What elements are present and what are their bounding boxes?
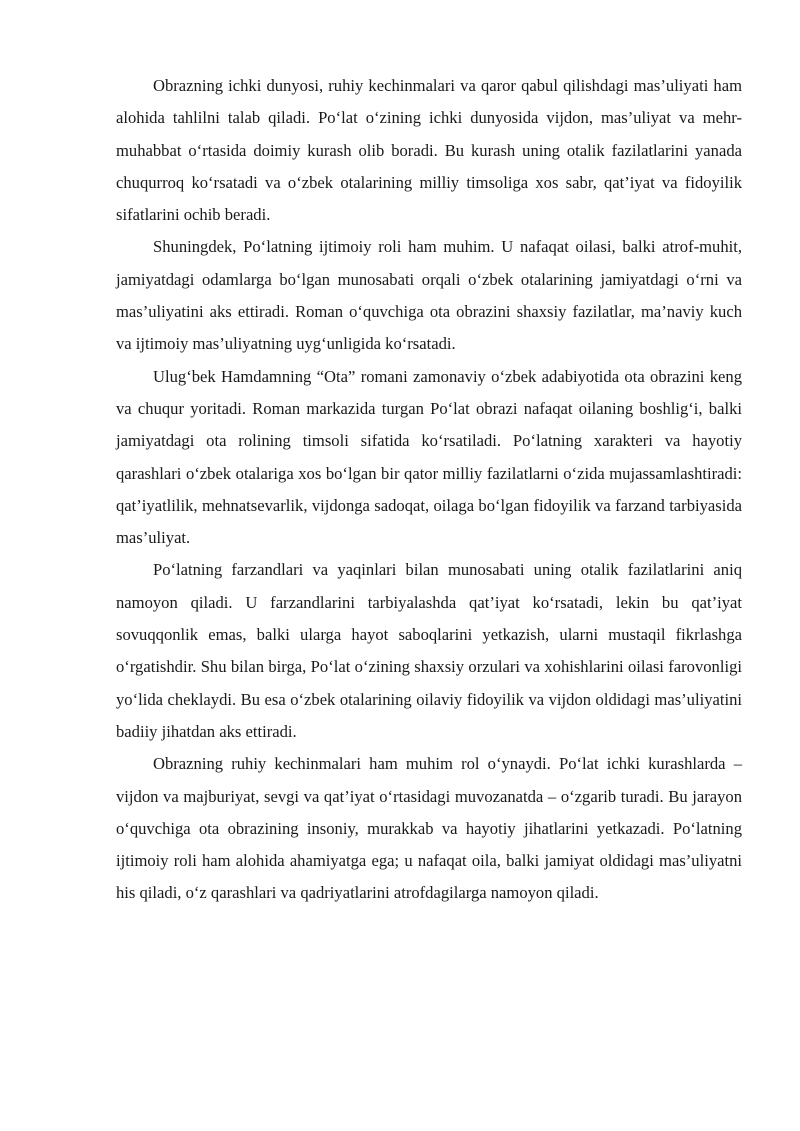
paragraph-2: Shuningdek, Po‘latning ijtimoiy roli ham muhim. U nafaqat oilasi, balki atrof-muhit, jamiyatdagi odamlarga bo‘lgan munosabati orqali o‘zbek otalarining jamiyatdagi o‘rni va mas’uliyatini aks ettiradi. Roman o‘quvchiga ota obrazini shaxsiy fazilatlar, ma’naviy kuch va ijtimoiy mas’uliyatning uyg‘unligida ko‘rsatadi. [116, 237, 742, 354]
paragraph-3: Ulug‘bek Hamdamning “Ota” romani zamonaviy o‘zbek adabiyotida ota obrazini keng va chuqur yoritadi. Roman markazida turgan Po‘lat obrazi nafaqat oilaning boshlig‘i, balki jamiyatdagi ota rolining timsoli sifatida ko‘rsatiladi. Po‘latning xarakteri va hayotiy qarashlari o‘zbek otalariga xos bo‘lgan bir qator milliy fazilatlarni o‘zida mujassamlashtiradi: qat’iyatlilik, mehnatsevarlik, vijdonga sadoqat, oilaga bo‘lgan fidoyilik va farzand tarbiyasida mas’uliyat. [116, 366, 742, 548]
paragraph-4: Po‘latning farzandlari va yaqinlari bilan munosabati uning otalik fazilatlarini aniq namoyon qiladi. U farzandlarini tarbiyalashda qat’iyat ko‘rsatadi, lekin bu qat’iyat sovuqqonlik emas, balki ularga hayot saboqlarini yetkazish, ularni mustaqil fikrlashga o‘rgatishdir. Shu bilan birga, Po‘lat o‘zining shaxsiy orzulari va xohishlarini oilasi farovonligi yo‘lida cheklaydi. Bu esa o‘zbek otalarining oilaviy fidoyilik va vijdon oldidagi mas’uliyatini badiiy jihatdan aks ettiradi. [116, 560, 742, 741]
document-page [116, 70, 742, 910]
paragraph-1: Obrazning ichki dunyosi, ruhiy kechinmalari va qaror qabul qilishdagi mas’uliyati ham alohida tahlilni talab qiladi. Po‘lat o‘zining ichki dunyosida vijdon, mas’uliyat va mehr-muhabbat o‘rtasida doimiy kurash olib boradi. Bu kurash uning otalik fazilatlarini yanada chuqurroq ko‘rsatadi va o‘zbek otalarining milliy timsoliga xos sabr, qat’iyat va fidoyilik sifatlarini ochib beradi. [116, 76, 742, 225]
paragraph-5: Obrazning ruhiy kechinmalari ham muhim rol o‘ynaydi. Po‘lat ichki kurashlarda – vijdon va majburiyat, sevgi va qat’iyat o‘rtasidagi muvozanatda – o‘zgarib turadi. Bu jarayon o‘quvchiga ota obrazining insoniy, murakkab va hayotiy jihatlarini yetkazadi. Po‘latning ijtimoiy roli ham alohida ahamiyatga ega; u nafaqat oila, balki jamiyat oldidagi mas’uliyatni his qiladi, o‘z qarashlari va qadriyatlarini atrofdagilarga namoyon qiladi. [116, 754, 742, 903]
